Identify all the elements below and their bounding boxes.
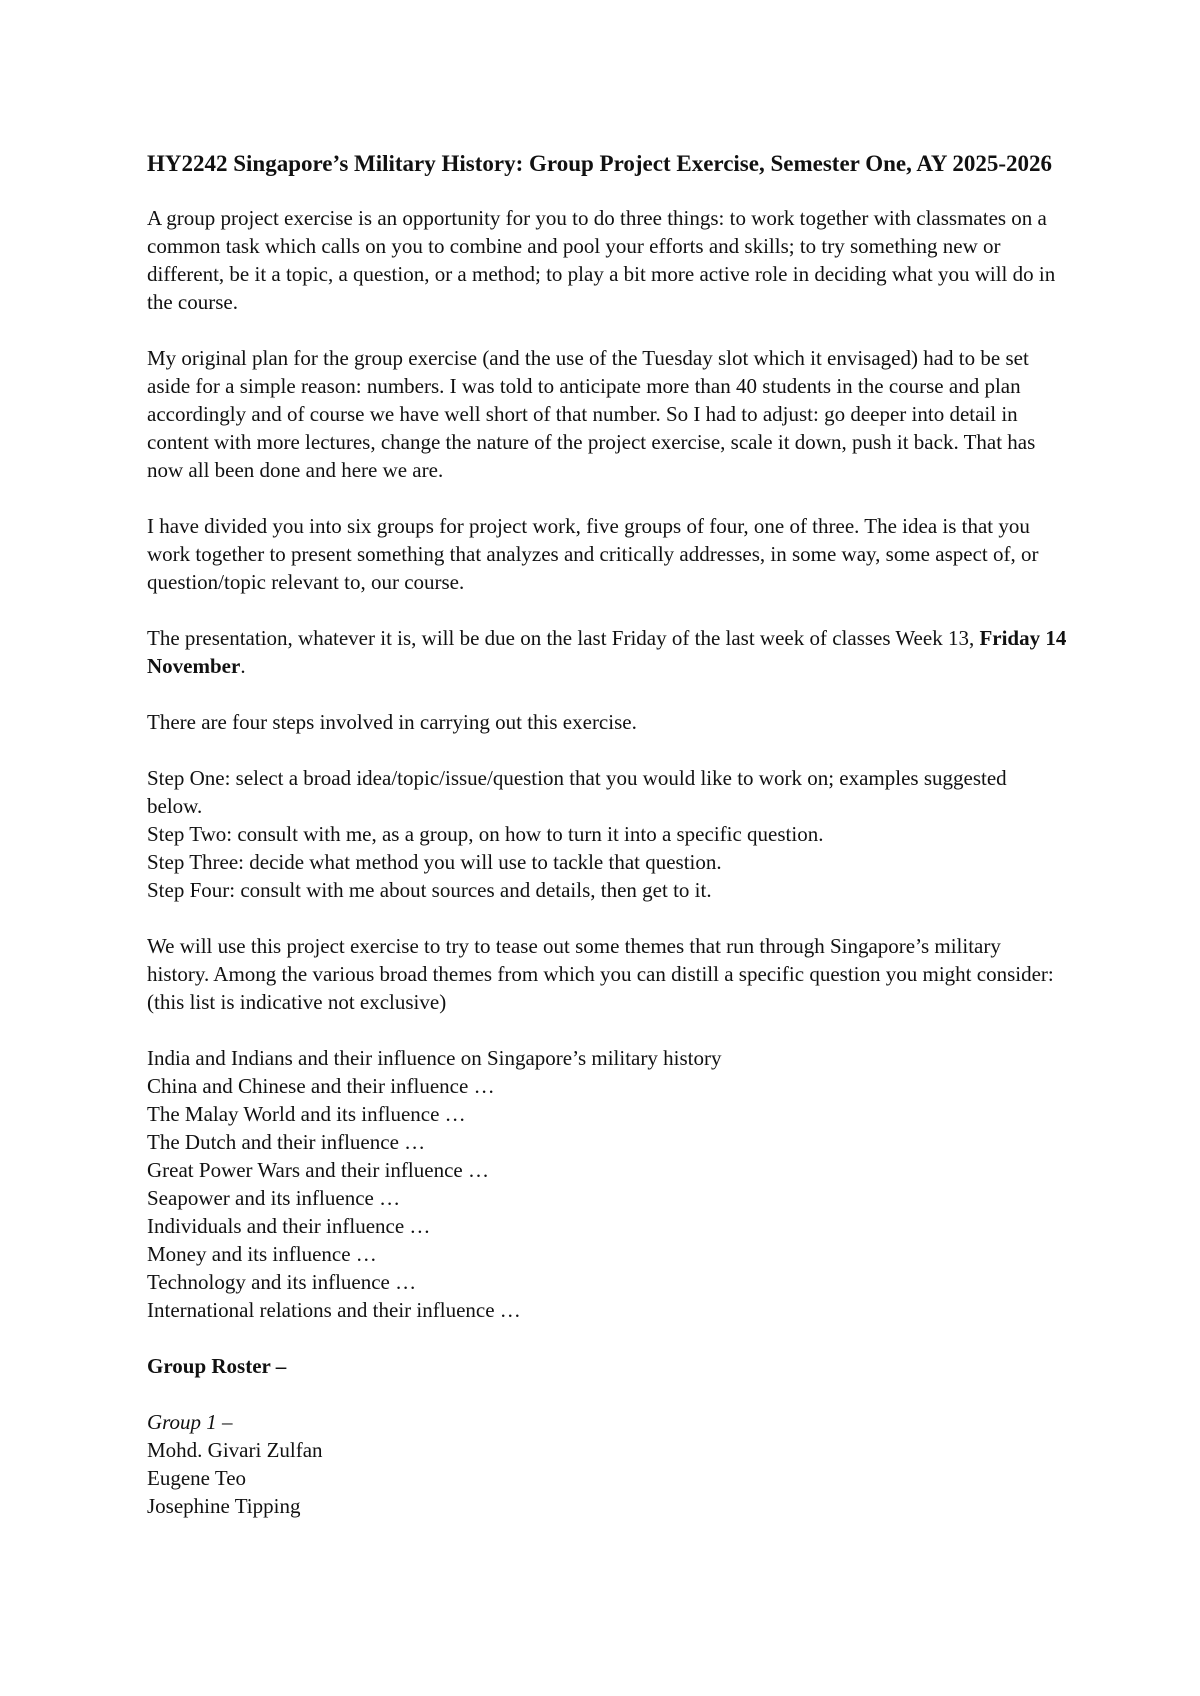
themes-intro: We will use this project exercise to try to tease out some themes that run through Singapore’s military history. Among the various broad themes from which you can distill a specific question you might consider: (this list is indicative not exclusive)	[147, 934, 1054, 1014]
group-label: Group 1 –	[147, 1410, 233, 1434]
groups-paragraph: I have divided you into six groups for project work, five groups of four, one of three. The idea is that you work together to present something that analyzes and critically addresses, in some way, some aspect of, or question/topic relevant to, our course.	[147, 514, 1039, 594]
step-item: Step Three: decide what method you will use to tackle that question.	[147, 850, 722, 874]
group-member: Josephine Tipping	[147, 1494, 301, 1518]
step-item: Step One: select a broad idea/topic/issue/question that you would like to work on; examples suggested below.	[147, 766, 1007, 818]
due-date: Friday 14 November	[147, 626, 1067, 678]
theme-item: Individuals and their influence …	[147, 1214, 431, 1238]
theme-item: International relations and their influence …	[147, 1298, 521, 1322]
theme-item: Seapower and its influence …	[147, 1186, 401, 1210]
theme-item: China and Chinese and their influence …	[147, 1074, 495, 1098]
document-page	[147, 147, 1067, 1548]
plan-paragraph: My original plan for the group exercise (and the use of the Tuesday slot which it envisaged) had to be set aside for a simple reason: numbers. I was told to anticipate more than 40 students in the course and plan accordingly and of course we have well short of that number. So I had to adjust: go deeper into detail in content with more lectures, change the nature of the project exercise, scale it down, push it back. That has now all been done and here we are.	[147, 346, 1036, 482]
intro-paragraph: A group project exercise is an opportunity for you to do three things: to work together with classmates on a common task which calls on you to combine and pool your efforts and skills; to try something new or different, be it a topic, a question, or a method; to play a bit more active role in deciding what you will do in the course.	[147, 206, 1056, 314]
theme-item: Great Power Wars and their influence …	[147, 1158, 489, 1182]
document-title: HY2242 Singapore’s Military History: Group Project Exercise, Semester One, AY 2025-2026	[147, 151, 1052, 176]
theme-item: Technology and its influence …	[147, 1270, 417, 1294]
theme-item: Money and its influence …	[147, 1242, 377, 1266]
theme-item: The Dutch and their influence …	[147, 1130, 426, 1154]
step-item: Step Two: consult with me, as a group, on how to turn it into a specific question.	[147, 822, 824, 846]
roster-heading: Group Roster –	[147, 1354, 287, 1378]
due-text: The presentation, whatever it is, will be due on the last Friday of the last week of classes Week 13,	[147, 626, 980, 650]
theme-item: India and Indians and their influence on Singapore’s military history	[147, 1046, 722, 1070]
group-member: Eugene Teo	[147, 1466, 247, 1490]
steps-intro: There are four steps involved in carrying out this exercise.	[147, 710, 637, 734]
group-1	[147, 1408, 1067, 1520]
group-member: Mohd. Givari Zulfan	[147, 1438, 323, 1462]
steps-list	[147, 764, 1067, 904]
themes-list	[147, 1044, 1067, 1324]
step-item: Step Four: consult with me about sources and details, then get to it.	[147, 878, 712, 902]
theme-item: The Malay World and its influence …	[147, 1102, 466, 1126]
due-end: .	[240, 654, 246, 678]
due-paragraph	[147, 624, 1067, 680]
